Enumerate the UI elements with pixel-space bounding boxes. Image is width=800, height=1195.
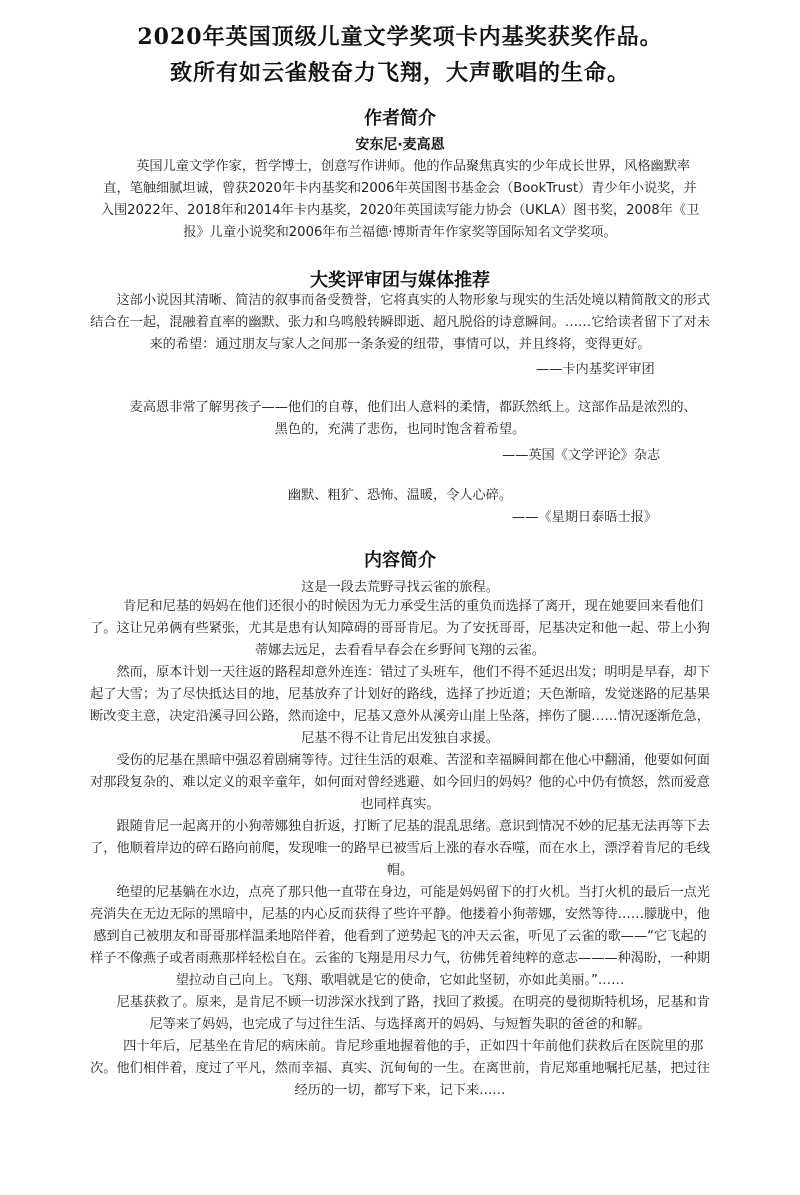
author-name: 安东尼·麦高恩	[355, 137, 445, 153]
review-carnegie-source: ——卡内基奖评审团	[536, 362, 655, 377]
review-times-text: 幽默、粗犷、恐怖、温暖，令人心碎。	[287, 488, 513, 503]
author-bio: 英国儿童文学作家，哲学博士，创意写作讲师。他的作品聚焦真实的少年成长世界，风格幽默率直，笔触细腻坦诚，曾获2020年卡内基奖和2006年英国图书基金会（BookTrust）青少年小说奖，并入围2022年、2018年和2014年卡内基奖，2020年英国读写能力协会（UKLA）图书奖，2008年《卫报》儿童小说奖和2006年布兰福德·博斯青年作家奖等国际知名文学奖项。	[100, 159, 700, 240]
synopsis-paragraph: 绝望的尼基躺在水边，点亮了那只他一直带在身边，可能是妈妈留下的打火机。当打火机的最后一点光亮消失在无边无际的黑暗中，尼基的内心反而获得了些许平静。他搂着小狗蒂娜，安然等待……朦胧中，他感到自己被朋友和哥哥那样温柔地陪伴着，他看到了逆势起飞的冲天云雀，听见了云雀的歌——“它飞起的样子不像燕子或者雨燕那样轻松自在。云雀的飞翔是用尽力气，彷佛凭着纯粹的意志———种渴盼，一种期望拉动自己向上。飞翔、歌唱就是它的使命，它如此坚韧，亦如此美丽。”……	[90, 885, 710, 988]
review-literary-text: 麦高恩非常了解男孩子——他们的自尊，他们出人意料的柔情，都跃然纸上。这部作品是浓烈的、黑色的，充满了悲伤，也同时饱含着希望。	[129, 400, 697, 437]
review-times-source: ——《星期日泰晤士报》	[512, 510, 658, 525]
review-carnegie-text: 这部小说因其清晰、简洁的叙事而备受赞誉，它将真实的人物形象与现实的生活处境以精简散文的形式结合在一起，混融着直率的幽默、张力和乌鸣般转瞬即逝、超凡脱俗的诗意瞬间。……它给读者留下了对未来的希望：通过朋友与家人之间那一条条爱的纽带，事情可以，并且终将，变得更好。	[90, 293, 710, 352]
synopsis-heading: 内容简介	[364, 550, 436, 571]
synopsis-paragraph: 肯尼和尼基的妈妈在他们还很小的时候因为无力承受生活的重负而选择了离开，现在她要回来看他们了。这让兄弟俩有些紧张，尤其是患有认知障碍的哥哥肯尼。为了安抚哥哥，尼基决定和他一起、带上小狗蒂娜去远足，去看看早春会在乡野间飞翔的云雀。	[90, 599, 710, 658]
author-heading: 作者简介	[364, 108, 436, 129]
headline-award: 2020年英国顶级儿童文学奖项卡内基奖获奖作品。	[137, 24, 663, 50]
synopsis-paragraph: 四十年后，尼基坐在肯尼的病床前。肯尼珍重地握着他的手，正如四十年前他们获救后在医院里的那次。他们相伴着，度过了平凡，然而幸福、真实、沉甸甸的一生。在离世前，肯尼郑重地嘱托尼基，把过往经历的一切，都写下来，记下来……	[90, 1039, 710, 1098]
review-literary-source: ——英国《文学评论》杂志	[502, 448, 661, 463]
synopsis-paragraph: 尼基获救了。原来，是肯尼不顾一切涉深水找到了路，找回了救援。在明亮的曼彻斯特机场，尼基和肯尼等来了妈妈，也完成了与过往生活、与选择离开的妈妈、与短暂失职的爸爸的和解。	[116, 995, 710, 1032]
synopsis-paragraph: 然而，原本计划一天往返的路程却意外连连：错过了头班车，他们不得不延迟出发；明明是早春，却下起了大雪；为了尽快抵达目的地，尼基放弃了计划好的路线，选择了抄近道；天色渐暗，发觉迷路的尼基果断改变主意，决定沿溪寻回公路，然而途中，尼基又意外从溪旁山崖上坠落，摔伤了腿……情况逐渐危急，尼基不得不让肯尼出发独自求援。	[90, 665, 710, 746]
synopsis-body	[88, 596, 712, 1102]
synopsis-paragraph: 受伤的尼基在黑暗中强忍着剧痛等待。过往生活的艰难、苦涩和幸福瞬间都在他心中翻涌，他要如何面对那段复杂的、难以定义的艰辛童年，如何面对曾经逃避、如今回归的妈妈？他的心中仍有愤怒，然而爱意也同样真实。	[90, 753, 710, 812]
synopsis-intro: 这是一段去荒野寻找云雀的旅程。	[301, 580, 499, 595]
synopsis-paragraph: 跟随肯尼一起离开的小狗蒂娜独自折返，打断了尼基的混乱思绪。意识到情况不妙的尼基无法再等下去了，他顺着岸边的碎石路向前爬，发现唯一的路早已被雪后上涨的春水吞噬，而在水上，漂浮着肯尼的毛线帽。	[90, 819, 710, 878]
headline-dedication: 致所有如云雀般奋力飞翔，大声歌唱的生命。	[169, 60, 630, 86]
reviews-heading: 大奖评审团与媒体推荐	[310, 270, 490, 291]
